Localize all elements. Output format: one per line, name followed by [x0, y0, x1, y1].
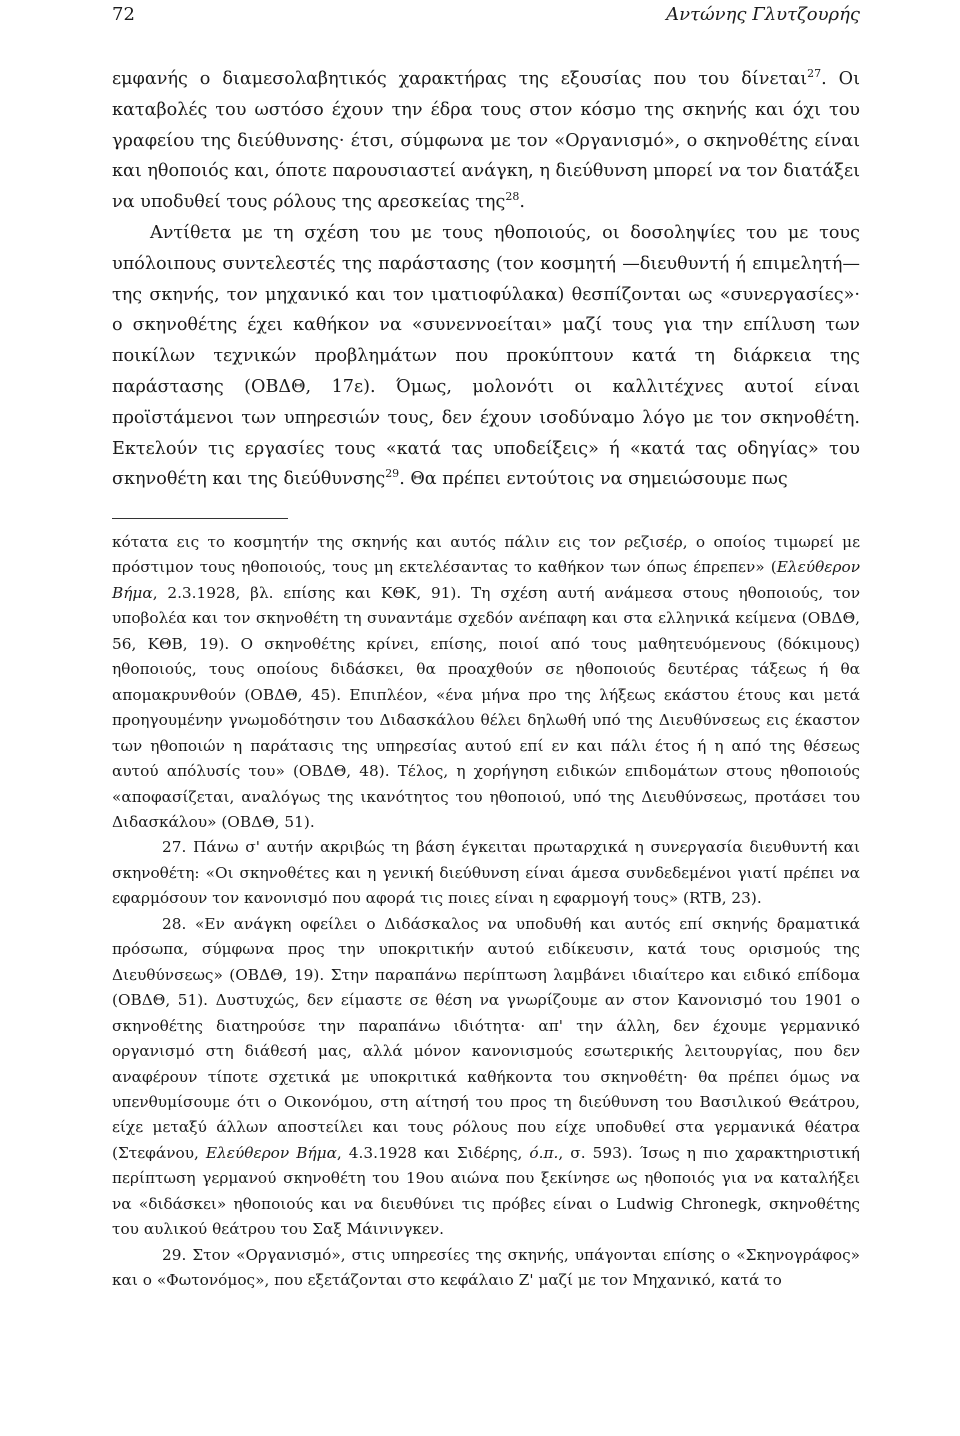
footnotes: [112, 530, 860, 1294]
footnote-ref-27: 27: [807, 67, 822, 81]
paragraph-2-text-a: Αντίθετα με τη σχέση του με τους ηθοποιούς, οι δοσοληψίες του με τους υπόλοιπους συντελεστές της παράστασης (τον κοσμητή —διευθυντή ή επιμελητή— της σκηνής, τον μηχανικό και τον ιματιοφύλακα) θεσπίζονται ως «συνεργασίες»· ο σκηνοθέτης έχει καθήκον να «συνεννοείται» μαζί τους για την επίλυση των ποικίλων τεχνικών προβλημάτων που προκύπτουν κατά τη διάρκεια της παράστασης (ΟΒΔΘ, 17ε). Όμως, μολονότι οι καλλιτέχνες αυτοί είναι προϊστάμενοι των υπηρεσιών τους, δεν έχουν ισοδύναμο λόγο με τον σκηνοθέτη. Εκτελούν τις εργασίες τους «κατά τας υποδείξεις» ή «κατά τας οδηγίας» του σκηνοθέτη και της διεύθυνσης: [112, 222, 860, 490]
op-cit: ό.π.: [529, 1143, 559, 1162]
footnote-26-continuation: [112, 530, 860, 835]
footnote-text: , σ. 593). Ίσως η πιο χαρακτηριστική περίπτωση γερμανού σκηνοθέτη του 19ου αιώνα που ξεκίνησε ως ηθοποιός για να καταλήξει να «διδάσκει» ηθοποιούς και να διευθύνει τις πρόβες είναι ο Ludwig Chronegk, σκηνοθέτης του αυλικού θεάτρου του Σαξ Μάινινγκεν.: [112, 1143, 860, 1239]
footnote-text: κότατα εις το κοσμητήν της σκηνής και αυτός πάλιν εις τον ρεζισέρ, ο οποίος τιμωρεί με πρόστιμον τους ηθοποιούς, τους μη εκτελέσαντας το καθήκον των όπως έπρεπεν» (: [112, 533, 860, 577]
footnote-ref-29: 29: [385, 467, 400, 481]
page-header: [112, 4, 860, 34]
newspaper-title: Ελεύθερον Βήμα: [205, 1143, 337, 1162]
paragraph-2: [112, 218, 860, 495]
paragraph-1: [112, 64, 860, 218]
paragraph-1-text-b: . Οι καταβολές του ωστόσο έχουν την έδρα τους στον κόσμο της σκηνής και όχι του γραφείου της διεύθυνσης· έτσι, σύμφωνα με τον «Οργανισμό», ο σκηνοθέτης είναι και ηθοποιός και, όποτε παρουσιαστεί ανάγκη, η διεύθυνση μπορεί να τον διατάξει να υποδυθεί τους ρόλους της αρεσκείας της: [112, 69, 860, 213]
newspaper-title: Ελεύθερον Βήμα: [112, 558, 860, 602]
main-text: [112, 64, 860, 495]
footnote-29: 29. Στον «Οργανισμό», στις υπηρεσίες της σκηνής, υπάγονται επίσης ο «Σκηνογράφος» και ο «Φωτονόμος», που εξετάζονται στο κεφάλαιο Ζ' μαζί με τον Μηχανικό, κατά το: [112, 1245, 860, 1290]
footnote-ref-28: 28: [505, 190, 520, 204]
paragraph-1-text-c: .: [519, 192, 525, 213]
footnote-27: 27. Πάνω σ' αυτήν ακριβώς τη βάση έγκειται πρωταρχικά η συνεργασία διευθυντή και σκηνοθέτη: «Οι σκηνοθέτες και η γενική διεύθυνση είναι άμεσα συνδεδεμένοι γιατί πρέπει να εφαρμόσουν τον κανονισμό που αφορά τις ποιες είναι η εφαρμογή τους» (RTB, 23).: [112, 838, 860, 908]
footnote-text: 28. «Εν ανάγκη οφείλει ο Διδάσκαλος να υποδυθή και αυτός επί σκηνής δραματικά πρόσωπα, σύμφωνα προς την υποκριτικήν αυτού ειδίκευσιν, κατά τους ορισμούς της Διευθύνσεως» (ΟΒΔΘ, 19). Στην παραπάνω περίπτωση λαμβάνει ιδιαίτερο και ειδικό επίδομα (ΟΒΔΘ, 51). Δυστυχώς, δεν είμαστε σε θέση να γνωρίζουμε αν στον Κανονισμό του 1901 ο σκηνοθέτης διατηρούσε την παραπάνω ιδιότητα· απ' την άλλη, δεν έχουμε γερμανικό οργανισμό στη διάθεσή μας, αλλά μόνον κανονισμούς εσωτερικής λειτουργίας, που δεν αναφέρουν τίποτε σχετικά με υποκριτικά καθήκοντα του σκηνοθέτη· θα πρέπει όμως να υπενθυμίσουμε ότι ο Οικονόμου, στη αίτησή του προς τη διεύθυνση του Βασιλικού Θεάτρου, είχε μεταξύ άλλων αποστείλει και τους ρόλους που είχε υποδυθεί στα γερμανικά θέατρα (Στεφάνου,: [112, 914, 860, 1162]
footnote-text: , 2.3.1928, βλ. επίσης και ΚΘΚ, 91). Τη σχέση αυτή ανάμεσα στους ηθοποιούς, τον υποβολέα και τον σκηνοθέτη τη συναντάμε σχεδόν ανέπαφη και στα ελληνικά κείμενα (ΟΒΔΘ, 56, ΚΘΒ, 19). Ο σκηνοθέτης κρίνει, επίσης, ποιοί από τους μαθητευόμενους (δόκιμους) ηθοποιούς, τους οποίους διδάσκει, θα προαχθούν σε ηθοποιούς δευτέρας τάξεως ή θα απομακρυνθούν (ΟΒΔΘ, 45). Επιπλέον, «ένα μήνα προ της λήξεως εκάστου έτους και μετά προηγουμένην γνωμοδότησιν του Διδασκάλου θέλει δηλωθή υπό της Διευθύνσεως εις έκαστον των ηθοποιών η παράτασις της υπηρεσίας αυτού επί εν και πάλι έτος ή η από της θέσεως αυτού απόλυσίς του» (ΟΒΔΘ, 48). Τέλος, η χορήγηση ειδικών επιδομάτων στους ηθοποιούς «αποφασίζεται, αναλόγως της ικανότητος του ηθοποιού, υπό της Διευθύνσεως, προτάσει του Διδασκάλου» (ΟΒΔΘ, 51).: [112, 583, 860, 831]
page-number: 72: [112, 4, 135, 25]
paragraph-2-text-b: . Θα πρέπει εντούτοις να σημειώσουμε πως: [399, 469, 788, 490]
paragraph-1-text-a: εμφανής ο διαμεσολαβητικός χαρακτήρας της εξουσίας που του δίνεται: [112, 69, 808, 89]
footnote-28: [112, 912, 860, 1243]
footnote-separator: [112, 518, 288, 519]
footnote-text: , 4.3.1928 και Σιδέρης,: [336, 1143, 530, 1162]
running-head-author: Αντώνης Γλυτζουρής: [666, 4, 860, 25]
